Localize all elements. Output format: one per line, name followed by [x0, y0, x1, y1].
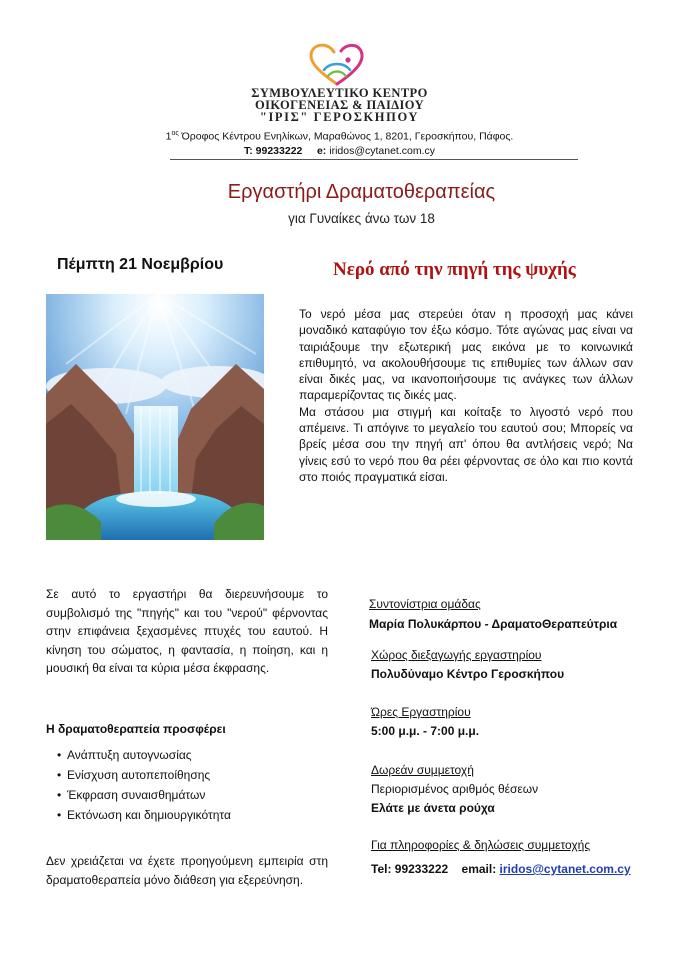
waterfall-painting [46, 294, 264, 540]
hours-label: Ώρες Εργαστηρίου [371, 705, 471, 719]
offers-list [57, 745, 231, 825]
list-item: • Ενίσχυση αυτοπεποίθησης [57, 765, 231, 785]
experience-note: Δεν χρειάζεται να έχετε προηγούμενη εμπειρία στη δραματοθεραπεία μόνο διάθεση για εξερεύνηση. [46, 854, 328, 887]
floor-suffix: ος [171, 130, 179, 137]
list-item: • Έκφραση συναισθημάτων [57, 785, 231, 805]
info-email-link[interactable]: iridos@cytanet.com.cy [499, 862, 631, 876]
free-participation-label: Δωρεάν συμμετοχή [371, 763, 474, 777]
phone-number: 99233222 [255, 145, 303, 157]
clothing-note: Ελάτε με άνετα ρούχα [371, 801, 495, 815]
workshop-date: Πέμπτη 21 Νοεμβρίου [57, 256, 224, 273]
intro-paragraph: Μα στάσου μια στιγμή και κοίταξε το λιγοστό νερό που απέμεινε. Τι απόγινε το μεγαλείο του εαυτού σου; Μπορείς να βρείς μέσα σου την πηγή απ' όπου θα αντλήσεις νερό; Να γίνεις εσύ το νερό που θα ρέει φέρνοντας σε όλο και πιο κοντά στο ποιός πραγματικά είσαι. [299, 404, 633, 484]
theme-title: Νερό από την πηγή της ψυχής [333, 259, 576, 280]
venue-label: Χώρος διεξαγωγής εργαστηρίου [371, 648, 542, 662]
list-item: • Εκτόνωση και δημιουργικότητα [57, 805, 231, 825]
header-email[interactable]: iridos@cytanet.com.cy [329, 145, 436, 157]
phone-label: T: [243, 145, 253, 157]
info-contact [371, 862, 631, 876]
org-name-line-1: ΣΥΜΒΟΥΛΕΥΤΙΚΟ ΚΕΝΤΡΟ [251, 86, 428, 100]
workshop-title: Εργαστήρι Δραματοθεραπείας [227, 181, 496, 203]
registration-label: Για πληροφορίες & δηλώσεις συμμετοχής [371, 838, 591, 852]
email-label: e: [316, 145, 327, 157]
offers-heading: Η δραματοθεραπεία προσφέρει [46, 722, 226, 736]
address-text: Όροφος Κέντρου Ενηλίκων, Μαραθώνος 1, 8201, Γεροσκήπου, Πάφος. [181, 130, 514, 143]
workshop-subtitle: για Γυναίκες άνω των 18 [288, 211, 435, 226]
info-email-label: email: [461, 862, 497, 876]
coordinator-name: Μαρία Πολυκάρπου - ΔραματοΘεραπεύτρια [369, 617, 618, 631]
org-name-line-2: ΟΙΚΟΓΕΝΕΙΑΣ & ΠΑΙΔΙΟΥ [254, 98, 425, 112]
coordinator-label: Συντονίστρια ομάδας [369, 597, 481, 611]
iris-heart-logo [302, 40, 372, 88]
header-divider [170, 159, 578, 160]
intro-text [299, 306, 633, 485]
limited-seats: Περιορισμένος αριθμός θέσεων [371, 782, 539, 796]
venue-name: Πολυδύναμο Κέντρο Γεροσκήπου [371, 667, 565, 681]
info-phone: Tel: 99233222 [371, 862, 449, 876]
org-name-line-3: "ΙΡΙΣ" ΓΕΡΟΣΚΗΠΟΥ [259, 110, 420, 124]
hours-value: 5:00 μ.μ. - 7:00 μ.μ. [371, 724, 480, 738]
contact-line [0, 145, 679, 157]
intro-paragraph: Το νερό μέσα μας στερεύει όταν η προσοχή μας κάνει μοναδικό καταφύγιο τον έξω κόσμο. Τότε αγώνας μας είναι να ταιριάξουμε την εξωτερική μας εικόνα με το κοινωνικά επιθυμητό, να ακολουθήσουμε τις επιθυμίες των άλλων σαν είναι δικές μας, να ικανοποιήσουμε τις ανάγκες των άλλων παραμερίζοντας τις δικές μας. [299, 307, 633, 403]
address [0, 130, 679, 143]
list-item: • Ανάπτυξη αυτογνωσίας [57, 745, 231, 765]
floor-number: 1 [165, 130, 172, 143]
workshop-description: Σε αυτό το εργαστήρι θα διερευνήσουμε το συμβολισμό της "πηγής" και του "νερού" φέρνοντας στην επιφάνεια ξεχασμένες πτυχές του εαυτού. Η κίνηση του σώματος, η φαντασία, η ποίηση, και η μουσική θα είναι τα κύρια μέσα έκφρασης. [46, 587, 328, 675]
